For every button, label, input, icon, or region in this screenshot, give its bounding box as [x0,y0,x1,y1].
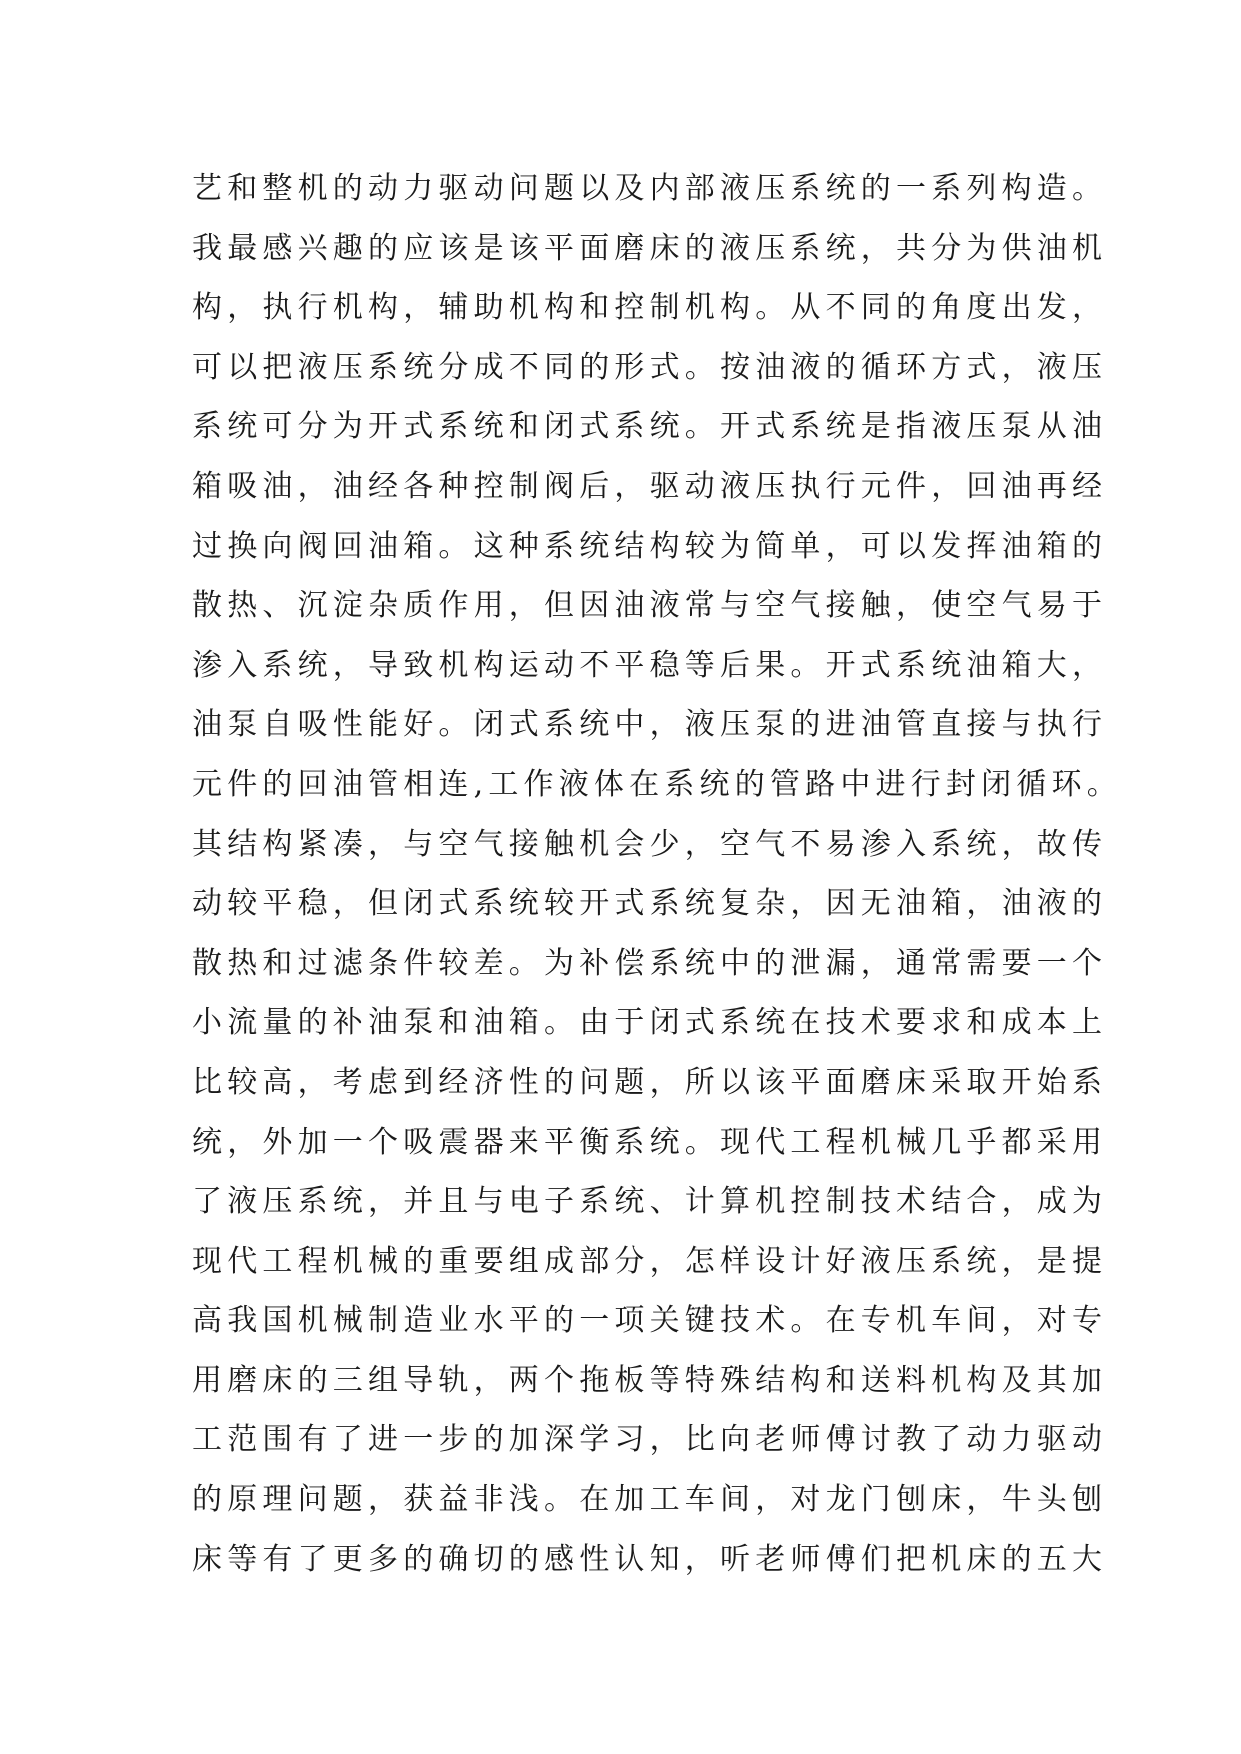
text-line: 艺和整机的动力驱动问题以及内部液压系统的一系列构造。 [192,171,1108,206]
text-line: 统，外加一个吸震器来平衡系统。现代工程机械几乎都采用 [192,1124,1108,1160]
text-line: 高我国机械制造业水平的一项关键技术。在专机车间，对专 [192,1303,1108,1339]
text-line: 用磨床的三组导轨，两个拖板等特殊结构和送料机构及其加 [192,1362,1108,1398]
text-line: 床等有了更多的确切的感性认知，听老师傅们把机床的五大 [192,1541,1108,1577]
text-line: 散热和过滤条件较差。为补偿系统中的泄漏，通常需要一个 [192,945,1108,981]
text-line: 散热、沉淀杂质作用，但因油液常与空气接触，使空气易于 [192,588,1108,624]
text-line: 构，执行机构，辅助机构和控制机构。从不同的角度出发， [192,290,1108,326]
text-line: 了液压系统，并且与电子系统、计算机控制技术结合，成为 [192,1184,1108,1220]
text-line: 的原理问题，获益非浅。在加工车间，对龙门刨床，牛头刨 [192,1482,1108,1518]
text-line: 元件的回油管相连,工作液体在系统的管路中进行封闭循环。 [192,766,1122,802]
text-line: 可以把液压系统分成不同的形式。按油液的循环方式，液压 [192,349,1108,385]
text-line: 箱吸油，油经各种控制阀后，驱动液压执行元件，回油再经 [192,468,1108,504]
text-line: 过换向阀回油箱。这种系统结构较为简单，可以发挥油箱的 [192,528,1108,564]
text-line: 系统可分为开式系统和闭式系统。开式系统是指液压泵从油 [192,409,1108,445]
text-line: 动较平稳，但闭式系统较开式系统复杂，因无油箱，油液的 [192,886,1108,922]
text-line: 油泵自吸性能好。闭式系统中，液压泵的进油管直接与执行 [192,707,1108,743]
text-line: 工范围有了进一步的加深学习，比向老师傅讨教了动力驱动 [192,1422,1108,1458]
text-line: 渗入系统，导致机构运动不平稳等后果。开式系统油箱大， [192,647,1108,683]
text-line: 现代工程机械的重要组成部分，怎样设计好液压系统，是提 [192,1243,1108,1279]
text-line: 小流量的补油泵和油箱。由于闭式系统在技术要求和成本上 [192,1005,1108,1041]
text-line: 我最感兴趣的应该是该平面磨床的液压系统，共分为供油机 [192,230,1108,266]
body-text [192,159,1122,1589]
text-line: 比较高，考虑到经济性的问题，所以该平面磨床采取开始系 [192,1064,1108,1100]
text-line: 其结构紧凑，与空气接触机会少，空气不易渗入系统，故传 [192,826,1108,862]
